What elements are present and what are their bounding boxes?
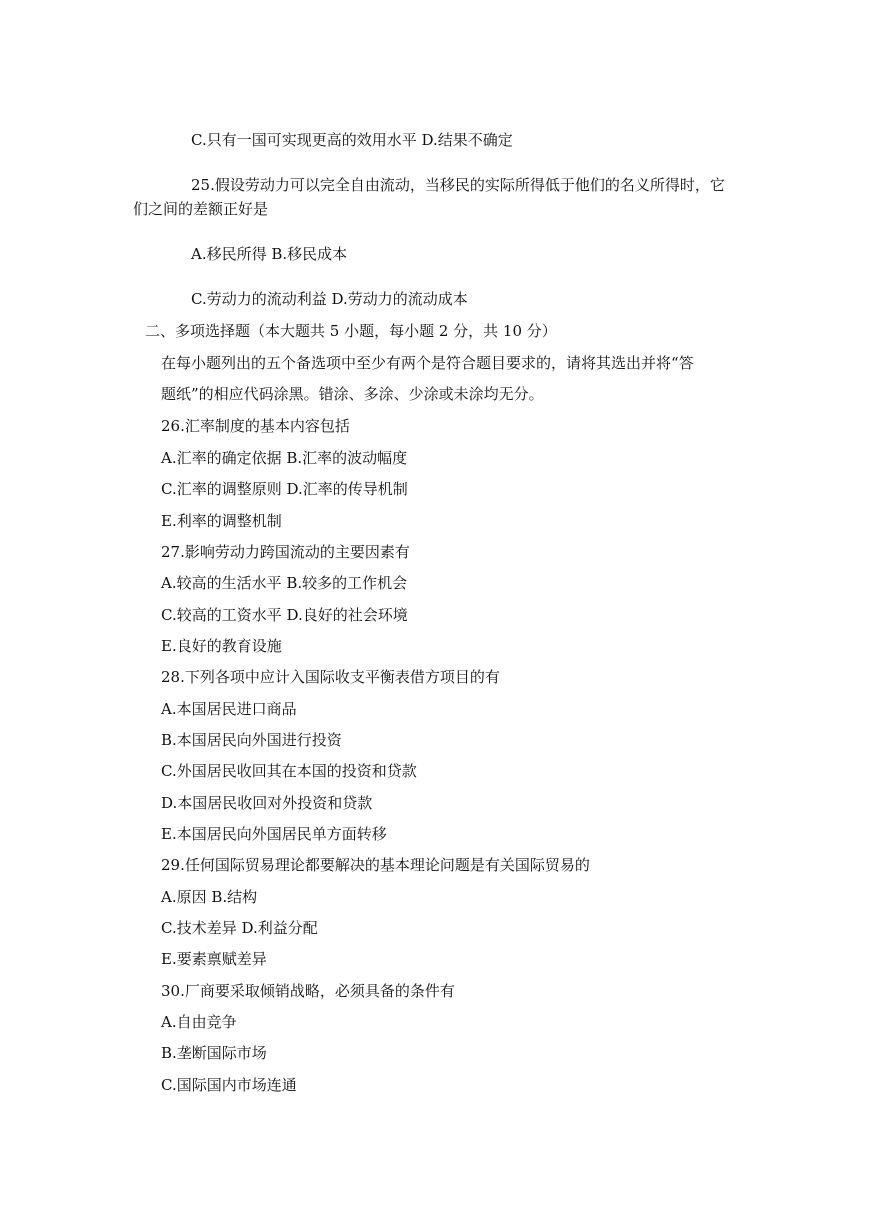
- q30-option-b: B.垄断国际市场: [161, 1044, 267, 1062]
- section-instruction-line1: 在每小题列出的五个备选项中至少有两个是符合题目要求的，请将其选出并将“答: [161, 354, 694, 372]
- q28-option-d: D.本国居民收回对外投资和贷款: [161, 794, 373, 812]
- q28-option-e: E.本国居民向外国居民单方面转移: [161, 825, 387, 843]
- q28-stem: 28.下列各项中应计入国际收支平衡表借方项目的有: [161, 668, 500, 686]
- section-instruction-line2: 题纸”的相应代码涂黑。错涂、多涂、少涂或未涂均无分。: [161, 385, 544, 403]
- q26-stem: 26.汇率制度的基本内容包括: [161, 417, 350, 435]
- q29-option-cd: C.技术差异 D.利益分配: [161, 919, 318, 937]
- q25-stem-line2: 们之间的差额正好是: [133, 200, 269, 218]
- q28-option-b: B.本国居民向外国进行投资: [161, 731, 342, 749]
- q27-stem: 27.影响劳动力跨国流动的主要因素有: [161, 543, 410, 561]
- q27-option-ab: A.较高的生活水平 B.较多的工作机会: [161, 574, 408, 592]
- q25-option-cd: C.劳动力的流动利益 D.劳动力的流动成本: [191, 290, 468, 308]
- q28-option-a: A.本国居民进口商品: [161, 700, 297, 718]
- section-heading: 二、多项选择题（本大题共 5 小题，每小题 2 分，共 10 分）: [145, 322, 557, 340]
- q25-option-ab: A.移民所得 B.移民成本: [191, 245, 348, 263]
- q26-option-cd: C.汇率的调整原则 D.汇率的传导机制: [161, 480, 408, 498]
- q29-option-e: E.要素禀赋差异: [161, 950, 267, 968]
- q26-option-ab: A.汇率的确定依据 B.汇率的波动幅度: [161, 449, 408, 467]
- q30-option-a: A.自由竞争: [161, 1013, 237, 1031]
- q26-option-e: E.利率的调整机制: [161, 512, 282, 530]
- q24-option-cd: C.只有一国可实现更高的效用水平 D.结果不确定: [191, 131, 513, 149]
- q29-stem: 29.任何国际贸易理论都要解决的基本理论问题是有关国际贸易的: [161, 856, 590, 874]
- q28-option-c: C.外国居民收回其在本国的投资和贷款: [161, 762, 417, 780]
- q30-stem: 30.厂商要采取倾销战略，必须具备的条件有: [161, 982, 455, 1000]
- q27-option-cd: C.较高的工资水平 D.良好的社会环境: [161, 606, 408, 624]
- q27-option-e: E.良好的教育设施: [161, 637, 282, 655]
- q25-stem-line1: 25.假设劳动力可以完全自由流动，当移民的实际所得低于他们的名义所得时，它: [191, 176, 725, 194]
- q30-option-c: C.国际国内市场连通: [161, 1076, 297, 1094]
- q29-option-ab: A.原因 B.结构: [161, 888, 258, 906]
